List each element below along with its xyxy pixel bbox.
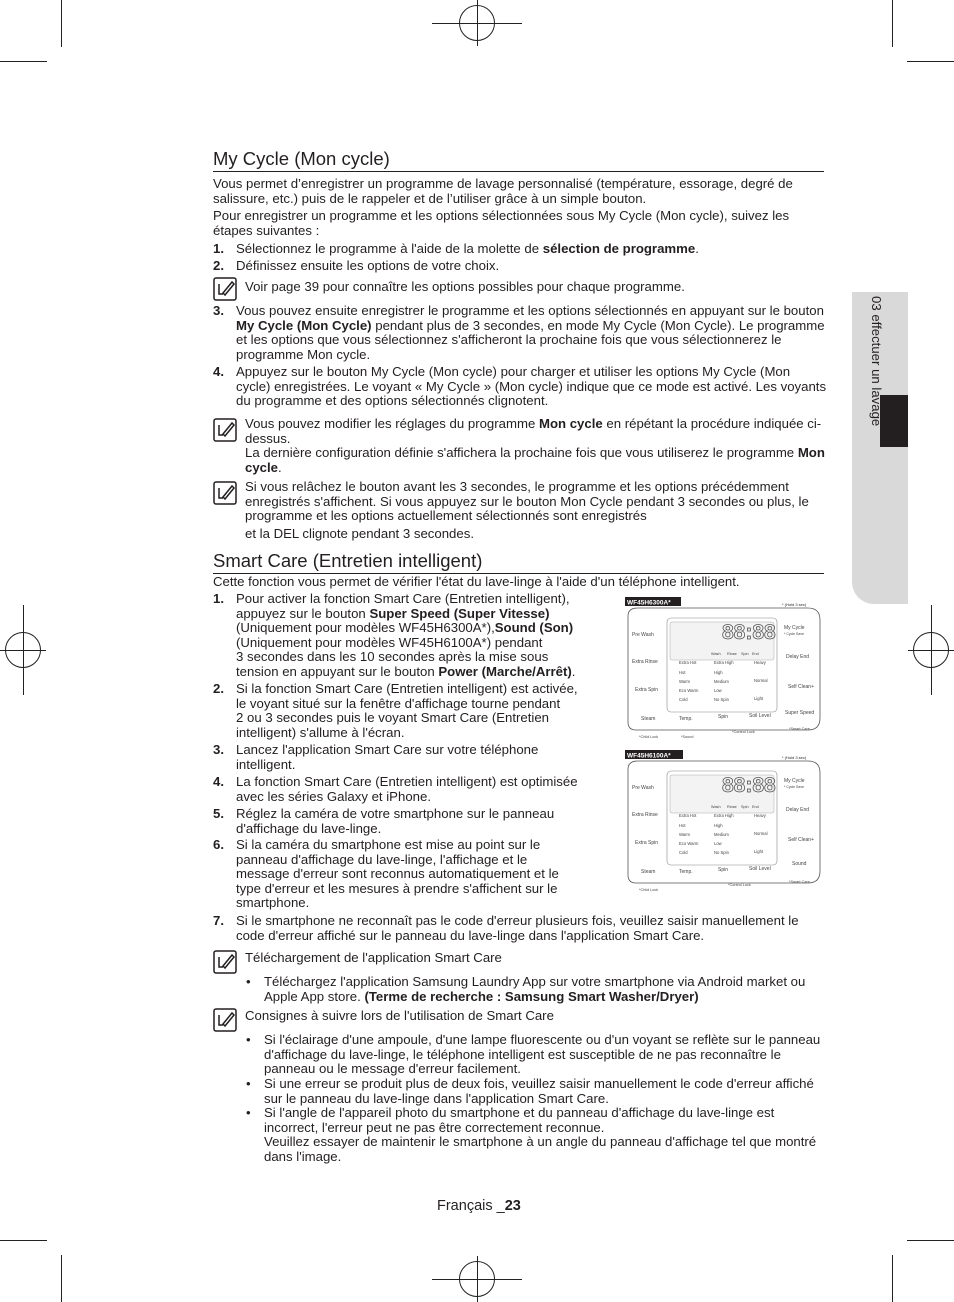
panel-button-label: Delay End: [786, 807, 810, 813]
panel-spin-option: Extra High: [714, 813, 734, 818]
panel-button-label: Soil Level: [749, 866, 771, 872]
panel-icon-label: Spin: [741, 652, 749, 656]
panel-spin-option: No Spin: [714, 850, 729, 855]
smart-step-4-text: La fonction Smart Care (Entretien intelligent) est optimisée avec les séries Galaxy et iPhone.: [236, 774, 578, 804]
step-number: 4.: [213, 774, 224, 789]
panel-button-label: My Cycle: [784, 625, 805, 631]
memo-icon: [213, 481, 237, 505]
step-1-text: Sélectionnez le programme à l'aide de la molette de sélection de programme.: [236, 241, 699, 256]
control-panel-wf45h6100a: [624, 749, 824, 895]
note-tips-title: Consignes à suivre lors de l'utilisation de Smart Care: [245, 1008, 554, 1023]
panel-footnote: *Child Lock: [639, 888, 659, 892]
step-number: 2.: [213, 681, 224, 696]
download-instructions: Téléchargez l'application Samsung Laundry App sur votre smartphone via Android market ou Apple App store. (Terme de recherche : Samsung Smart Washer/Dryer): [264, 974, 806, 1004]
panel-display: 88:88: [722, 621, 776, 644]
smart-step-3-text: Lancez l'application Smart Care sur votre téléphone intelligent.: [236, 742, 539, 772]
bullet: •: [246, 1105, 251, 1120]
panel-button-label: Temp.: [679, 869, 693, 875]
panel-temp-option: Hot: [679, 823, 686, 828]
panel-button-label: Extra Spin: [635, 687, 659, 693]
intro-paragraph-2: Pour enregistrer un programme et les options sélectionnées sous My Cycle (Mon cycle), suivez les étapes suivantes :: [213, 208, 790, 238]
panel-icon-label: Wash: [711, 652, 721, 656]
panel-soil-option: Normal: [754, 678, 768, 683]
panel-button-label: Pre Wash: [632, 785, 654, 791]
tip-3-extra: Veuillez essayer de maintenir le smartphone à un angle du panneau d'affichage tel que montré dans l'image.: [264, 1134, 817, 1164]
step-number: 2.: [213, 258, 224, 273]
step-number: 7.: [213, 913, 224, 928]
panel-display: 88:88: [722, 774, 776, 797]
smart-step-1-text: Pour activer la fonction Smart Care (Entretien intelligent), appuyez sur le bouton Super Speed (Super Vitesse) (Uniquement pour modèles WF45H6300A*),Sound (Son) (Uniquement pour modèles WF45H6100A*) pendant 3 secondes dans les 10 secondes après la mise sous tension en appuyant sur le bouton Power (Marche/Arrêt).: [236, 591, 576, 679]
step-2-text: Définissez ensuite les options de votre choix.: [236, 258, 500, 273]
panel-spin-option: Medium: [714, 832, 729, 837]
bullet: •: [246, 1032, 251, 1047]
panel-soil-option: Heavy: [754, 813, 766, 818]
smart-care-intro: Cette fonction vous permet de vérifier l'état du lave-linge à l'aide d'un téléphone intelligent.: [213, 574, 740, 589]
panel-button-label: Temp.: [679, 716, 693, 722]
panel-footnote: *Smart Care: [789, 727, 810, 731]
step-number: 3.: [213, 303, 224, 318]
panel-cycle-save: * Cycle Save: [784, 632, 805, 636]
panel-spin-option: High: [714, 670, 723, 675]
step-number: 5.: [213, 806, 224, 821]
bullet: •: [246, 1076, 251, 1091]
intro-paragraph-1: Vous permet d’enregistrer un programme de lavage personnalisé (température, essorage, degré de salissure, etc.) puis de le rappeler et de l’utiliser grâce à un simple bouton.: [213, 176, 793, 206]
panel-footnote: *Control Lock: [728, 883, 751, 887]
panel-hold-note: * (Hold 3 sec): [782, 602, 807, 607]
panel-button-label: Self Clean+: [788, 684, 814, 690]
panel-model: WF45H6100A*: [627, 752, 671, 760]
panel-footnote: *Smart Care: [789, 880, 810, 884]
panel-soil-option: Normal: [754, 831, 768, 836]
panel-button-label: Steam: [641, 869, 656, 875]
step-number: 1.: [213, 241, 224, 256]
panel-spin-option: Extra High: [714, 660, 734, 665]
control-panel-drawing: [624, 596, 824, 742]
panel-temp-option: Cold: [679, 697, 688, 702]
tip-1: Si l'éclairage d'une ampoule, d'une lampe fluorescente ou d'un voyant se reflète sur le panneau d'affichage du lave-linge, le téléphone intelligent est susceptible de ne pas reconnaître le panneau ou le message d'erreur facilement.: [264, 1032, 821, 1077]
panel-soil-option: Light: [754, 849, 764, 854]
panel-soil-option: Light: [754, 696, 764, 701]
tip-3: Si l'angle de l'appareil photo du smartphone et du panneau d'affichage du lave-linge est incorrect, l'erreur peut ne pas être correctement reconnue.: [264, 1105, 775, 1135]
memo-icon: [213, 277, 237, 301]
panel-spin-option: High: [714, 823, 723, 828]
panel-footnote: *Child Lock: [639, 735, 659, 739]
panel-spin-option: Low: [714, 841, 722, 846]
panel-temp-option: Warm: [679, 679, 691, 684]
panel-button-label: Extra Rinse: [632, 812, 658, 818]
panel-button-label: Soil Level: [749, 713, 771, 719]
panel-icon-label: End: [752, 805, 759, 809]
panel-model: WF45H6300A*: [627, 599, 671, 607]
smart-step-7-text: Si le smartphone ne reconnaît pas le code d'erreur plusieurs fois, veuillez saisir manuellement le code d'erreur affiché sur le panneau du lave-linge dans l'application Smart Care.: [236, 913, 799, 943]
chapter-tab-label: 03 effectuer un lavage: [869, 296, 884, 427]
step-number: 3.: [213, 742, 224, 757]
panel-button-label: Self Clean+: [788, 837, 814, 843]
step-number: 4.: [213, 364, 224, 379]
panel-spin-option: Medium: [714, 679, 729, 684]
tip-2: Si une erreur se produit plus de deux fois, veuillez saisir manuellement le code d'erreur affiché sur le panneau du lave-linge dans l'application Smart Care.: [264, 1076, 814, 1106]
control-panel-wf45h6300a: [624, 596, 824, 742]
step-4-text: Appuyez sur le bouton My Cycle (Mon cycle) pour charger et utiliser les options My Cycle (Mon cycle) enregistrées. Le voyant « My Cycle » (Mon cycle) indique que ce mode est activé. Les voyants du programme et des options sélectionnés clignotent.: [236, 364, 827, 409]
panel-footnote: *Control Lock: [732, 730, 755, 734]
panel-button-label: Extra Rinse: [632, 659, 658, 665]
section-title-my-cycle: My Cycle (Mon cycle): [213, 148, 824, 172]
panel-temp-option: Cold: [679, 850, 688, 855]
panel-icon-label: Rinse: [727, 805, 737, 809]
memo-icon: [213, 950, 237, 974]
memo-icon: [213, 1008, 237, 1032]
step-number: 1.: [213, 591, 224, 606]
panel-button-label: Pre Wash: [632, 632, 654, 638]
panel-footnote: *Sound: [681, 735, 694, 739]
control-panel-drawing: [624, 749, 824, 895]
note-modify-settings: Vous pouvez modifier les réglages du programme Mon cycle en répétant la procédure indiquée ci-dessus.: [245, 416, 822, 446]
panel-button-label: Extra Spin: [635, 840, 659, 846]
section-title-smart-care: Smart Care (Entretien intelligent): [213, 550, 824, 574]
note-download-title: Téléchargement de l'application Smart Care: [245, 950, 502, 965]
page-footer: Français _23: [437, 1198, 521, 1214]
panel-temp-option: Eco Warm: [679, 841, 699, 846]
panel-temp-option: Extra Hot: [679, 660, 697, 665]
panel-temp-option: Hot: [679, 670, 686, 675]
step-number: 6.: [213, 837, 224, 852]
panel-soil-option: Heavy: [754, 660, 766, 665]
smart-step-2-text: Si la fonction Smart Care (Entretien intelligent) est activée, le voyant situé sur la fenêtre d'affichage tourne pendant 2 ou 3 secondes puis le voyant Smart Care (Entretien intelligent) s'allume à l'écran.: [236, 681, 578, 740]
panel-button-label: My Cycle: [784, 778, 805, 784]
panel-button-label: Super Speed: [785, 710, 815, 716]
panel-icon-label: End: [752, 652, 759, 656]
note-last-config: La dernière configuration définie s'affichera la prochaine fois que vous utiliserez le programme Mon cycle.: [245, 445, 825, 475]
panel-button-label: Spin: [718, 867, 729, 873]
panel-spin-option: Low: [714, 688, 722, 693]
panel-temp-option: Eco Warm: [679, 688, 699, 693]
panel-temp-option: Extra Hot: [679, 813, 697, 818]
panel-icon-label: Wash: [711, 805, 721, 809]
panel-button-label: Sound: [792, 861, 807, 867]
step-3-text: Vous pouvez ensuite enregistrer le programme et les options sélectionnés en appuyant sur le bouton My Cycle (Mon Cycle) pendant plus de 3 secondes, en mode My Cycle (Mon Cycle). Le programme et les options que vous sélectionnez s'afficheront la prochaine fois que vous sélectionnerez le programme Mon cycle.: [236, 303, 825, 362]
note-led-blink: et la DEL clignote pendant 3 secondes.: [245, 526, 474, 541]
panel-button-label: Steam: [641, 716, 656, 722]
note-page-39: Voir page 39 pour connaître les options possibles pour chaque programme.: [245, 279, 685, 294]
panel-icon-label: Rinse: [727, 652, 737, 656]
note-release-button: Si vous relâchez le bouton avant les 3 secondes, le programme et les options précédemment enregistrés s'affichent. Si vous appuyez sur le bouton Mon Cycle pendant 3 secondes ou plus, le programme et les options actuellement sélectionnés sont enregistrés: [245, 479, 809, 524]
panel-cycle-save: * Cycle Save: [784, 785, 805, 789]
memo-icon: [213, 418, 237, 442]
panel-hold-note: * (Hold 3 sec): [782, 755, 807, 760]
panel-temp-option: Warm: [679, 832, 691, 837]
panel-spin-option: No Spin: [714, 697, 729, 702]
panel-button-label: Spin: [718, 714, 729, 720]
smart-step-5-text: Réglez la caméra de votre smartphone sur le panneau d'affichage du lave-linge.: [236, 806, 555, 836]
panel-icon-label: Spin: [741, 805, 749, 809]
bullet: •: [246, 974, 251, 989]
panel-button-label: Delay End: [786, 654, 810, 660]
smart-step-6-text: Si la caméra du smartphone est mise au point sur le panneau d'affichage du lave-linge, l'affichage et le message d'erreur sont reconnus automatiquement et le type d'erreur et les mesures à prendre s'affichent sur le smartphone.: [236, 837, 559, 911]
